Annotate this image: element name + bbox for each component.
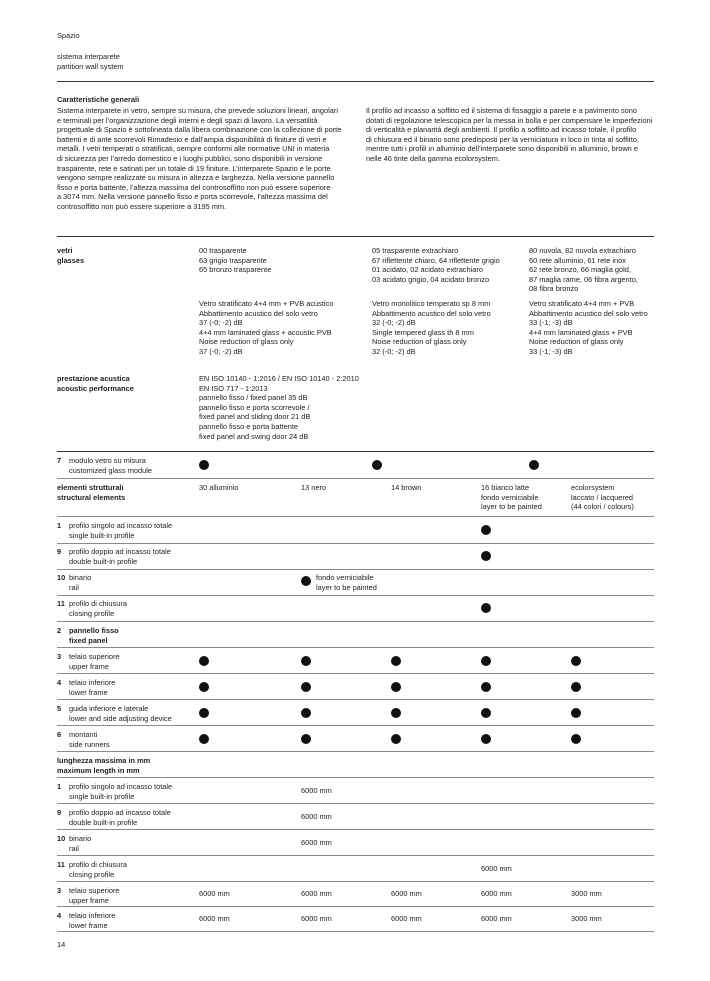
glasses-group-1: 00 trasparente 63 grigio trasparente 65 bronzo trasparente xyxy=(199,246,272,275)
row-divider xyxy=(57,906,654,907)
availability-dot xyxy=(481,708,491,718)
length-value: 6000 mm xyxy=(199,889,230,898)
row-number: 4 xyxy=(57,911,62,920)
availability-dot xyxy=(199,682,209,692)
length-value: 6000 mm xyxy=(199,914,230,923)
length-value: 6000 mm xyxy=(391,914,422,923)
row-number: 3 xyxy=(57,886,62,895)
availability-dot xyxy=(481,682,491,692)
intro-divider xyxy=(57,236,654,237)
page-number: 14 xyxy=(57,940,66,949)
availability-dot xyxy=(571,708,581,718)
length-value: 6000 mm xyxy=(301,812,332,821)
acoustic-spec-3: Vetro stratificato 4+4 mm + PVB Abbattimento acustico del solo vetro 33 (-1; -3) dB 4+4 mm laminated glass + PVB Noise reduction of glass only 33 (-1; -3) dB xyxy=(529,299,648,356)
availability-dot xyxy=(391,682,401,692)
fixed-panel-number: 2 xyxy=(57,626,62,635)
intro-text-col1: Sistema interparete in vetro, sempre su misura, che prevede soluzioni lineari, angolari e terminali per l’organizzazione degli interni e degli spazi di lavoro. La versatilità progettuale di Spazio è sottolineata dalla libera combinazione con la collezione di porte battenti e di ante scorrevoli Rimadesio e dall’ampia disponibilità di finiture di vetri e metalli. I vetri temperati o stratificati, sempre conformi alle normative UNI in materia di sicurezza per l’arredo domestico e i luoghi pubblici, sono disponibili in versione trasparente, rete e satinati per un totale di 19 finiture. L’interparete Spazio e le porte vengono sempre realizzate su misura in altezza e larghezza. Nella versione pannello fisso e porta battente, l’altezza massima del controsoffitto non può essere superiore a 3074 mm. Nella versione pannello fisso e porta scorrevole, l’altezza massima del controsoffitto non può essere superiore a 3195 mm. xyxy=(57,106,342,211)
length-value: 6000 mm xyxy=(481,889,512,898)
availability-dot xyxy=(481,525,491,535)
row-divider xyxy=(57,777,654,778)
module-number: 7 xyxy=(57,456,62,465)
row-label: montanti side runners xyxy=(69,730,110,749)
row-divider xyxy=(57,543,654,544)
row-divider xyxy=(57,751,654,752)
row-divider xyxy=(57,569,654,570)
row-number: 3 xyxy=(57,652,62,661)
header-divider xyxy=(57,81,654,82)
finish-header: 14 brown xyxy=(391,483,422,492)
availability-dot xyxy=(391,734,401,744)
length-value: 3000 mm xyxy=(571,889,602,898)
availability-dot xyxy=(529,460,539,470)
intro-heading: Caratteristiche generali xyxy=(57,95,140,104)
finish-header: 30 alluminio xyxy=(199,483,239,492)
structural-label: elementi strutturali structural elements xyxy=(57,483,126,502)
row-divider xyxy=(57,647,654,648)
fixed-panel-label: pannello fisso fixed panel xyxy=(69,626,119,645)
row-number: 9 xyxy=(57,808,62,817)
row-divider xyxy=(57,829,654,830)
acoustic-spec-2: Vetro monolitico temperato sp 8 mm Abbattimento acustico del solo vetro 32 (-0; -2) dB Single tempered glass th 8 mm Noise reduction of glass only 32 (-0; -2) dB xyxy=(372,299,491,356)
availability-dot xyxy=(481,603,491,613)
finish-header: 13 nero xyxy=(301,483,327,492)
row-label: binario rail xyxy=(69,573,92,592)
row-label: telaio inferiore lower frame xyxy=(69,678,116,697)
row-label: telaio superiore upper frame xyxy=(69,652,120,671)
performance-text: EN ISO 10140 - 1:2016 / EN ISO 10140 - 2:2010 EN ISO 717 - 1:2013 pannello fisso / fixed panel 35 dB pannello fisso e porta scorrevole / fixed panel and sliding door 21 dB pannello fisso e porta battente fixed panel and swing door 24 dB xyxy=(199,374,359,441)
availability-dot xyxy=(481,656,491,666)
module-label: modulo vetro su misura customized glass module xyxy=(69,456,152,475)
availability-dot xyxy=(372,460,382,470)
length-value: 6000 mm xyxy=(301,914,332,923)
availability-dot xyxy=(301,656,311,666)
row-divider xyxy=(57,881,654,882)
availability-dot xyxy=(301,734,311,744)
availability-dot xyxy=(199,656,209,666)
row-divider xyxy=(57,699,654,700)
length-value: 6000 mm xyxy=(481,914,512,923)
availability-dot xyxy=(301,682,311,692)
glasses-group-3: 80 nuvola, 82 nuvola extrachiaro 60 rete alluminio, 61 rete inox 62 rete bronzo, 66 maglia gold, 87 maglia rame, 06 fibra argento, 08 fibra bronzo xyxy=(529,246,638,294)
availability-dot xyxy=(571,682,581,692)
row-label: guida inferiore e laterale lower and side adjusting device xyxy=(69,704,172,723)
availability-dot xyxy=(391,708,401,718)
finish-header: ecolorsystem laccato / lacquered (44 colori / colours) xyxy=(571,483,634,512)
row-label: profilo di chiusura closing profile xyxy=(69,860,127,879)
length-value: 6000 mm xyxy=(391,889,422,898)
row-label: profilo singolo ad incasso totale single built-in profile xyxy=(69,521,173,540)
finish-header: 16 bianco latte fondo verniciabile layer to be painted xyxy=(481,483,542,512)
availability-dot xyxy=(199,734,209,744)
length-value: 6000 mm xyxy=(481,864,512,873)
availability-dot xyxy=(391,656,401,666)
acoustic-spec-1: Vetro stratificato 4+4 mm + PVB acustico Abbattimento acustico del solo vetro 37 (-0; -2) dB 4+4 mm laminated glass + acoustic PVB Noise reduction of glass only 37 (-0; -2) dB xyxy=(199,299,334,356)
row-number: 6 xyxy=(57,730,62,739)
row-label: profilo singolo ad incasso totale single built-in profile xyxy=(69,782,173,801)
glasses-group-2: 05 trasparente extrachiaro 67 riflettente chiaro, 64 riflettente grigio 01 acidato, 02 acidato extrachiaro 03 acidato grigio, 04 acidato bronzo xyxy=(372,246,500,284)
availability-dot xyxy=(481,734,491,744)
glasses-label: vetri glasses xyxy=(57,246,85,265)
row-label: profilo di chiusura closing profile xyxy=(69,599,127,618)
max-length-label: lunghezza massima in mm maximum length in mm xyxy=(57,756,151,775)
availability-dot xyxy=(301,576,311,586)
rail-note: fondo verniciabile layer to be painted xyxy=(316,573,377,592)
availability-dot xyxy=(199,460,209,470)
row-divider xyxy=(57,855,654,856)
length-value: 6000 mm xyxy=(301,838,332,847)
row-number: 1 xyxy=(57,782,62,791)
row-number: 10 xyxy=(57,573,66,582)
row-label: profilo doppio ad incasso totale double built-in profile xyxy=(69,808,171,827)
row-label: telaio inferiore lower frame xyxy=(69,911,116,930)
row-number: 9 xyxy=(57,547,62,556)
row-divider xyxy=(57,673,654,674)
availability-dot xyxy=(481,551,491,561)
row-number: 10 xyxy=(57,834,66,843)
row-number: 11 xyxy=(57,599,65,608)
length-value: 3000 mm xyxy=(571,914,602,923)
availability-dot xyxy=(199,708,209,718)
row-divider xyxy=(57,478,654,479)
length-value: 6000 mm xyxy=(301,786,332,795)
intro-text-col2: Il profilo ad incasso a soffitto ed il sistema di fissaggio a parete e a pavimento sono dotati di regolazione telescopica per la messa in bolla e per compensare le imperfezioni di verticalità e planarità degli ambienti. Il profilo a soffitto ad incasso totale, il profilo di chiusura ed il binario sono predisposti per la verniciatura in loco in tinta al soffitto, mentre tutti i profili in alluminio dell’interparete sono disponibili in alluminio, brown e nelle 46 tinte della gamma ecolorsystem. xyxy=(366,106,653,163)
row-label: profilo doppio ad incasso totale double built-in profile xyxy=(69,547,171,566)
row-number: 11 xyxy=(57,860,65,869)
row-label: telaio superiore upper frame xyxy=(69,886,120,905)
row-number: 1 xyxy=(57,521,62,530)
length-value: 6000 mm xyxy=(301,889,332,898)
performance-divider xyxy=(57,451,654,452)
row-label: binario rail xyxy=(69,834,92,853)
availability-dot xyxy=(571,656,581,666)
title-italian: sistema interparete xyxy=(57,52,120,61)
row-divider xyxy=(57,725,654,726)
title-english: partition wall system xyxy=(57,62,124,71)
availability-dot xyxy=(571,734,581,744)
availability-dot xyxy=(301,708,311,718)
row-number: 5 xyxy=(57,704,62,713)
row-divider xyxy=(57,803,654,804)
row-divider xyxy=(57,931,654,932)
row-number: 4 xyxy=(57,678,62,687)
row-divider xyxy=(57,621,654,622)
row-divider xyxy=(57,595,654,596)
performance-label: prestazione acustica acoustic performance xyxy=(57,374,134,393)
row-divider xyxy=(57,516,654,517)
brand-name: Spazio xyxy=(57,31,80,40)
